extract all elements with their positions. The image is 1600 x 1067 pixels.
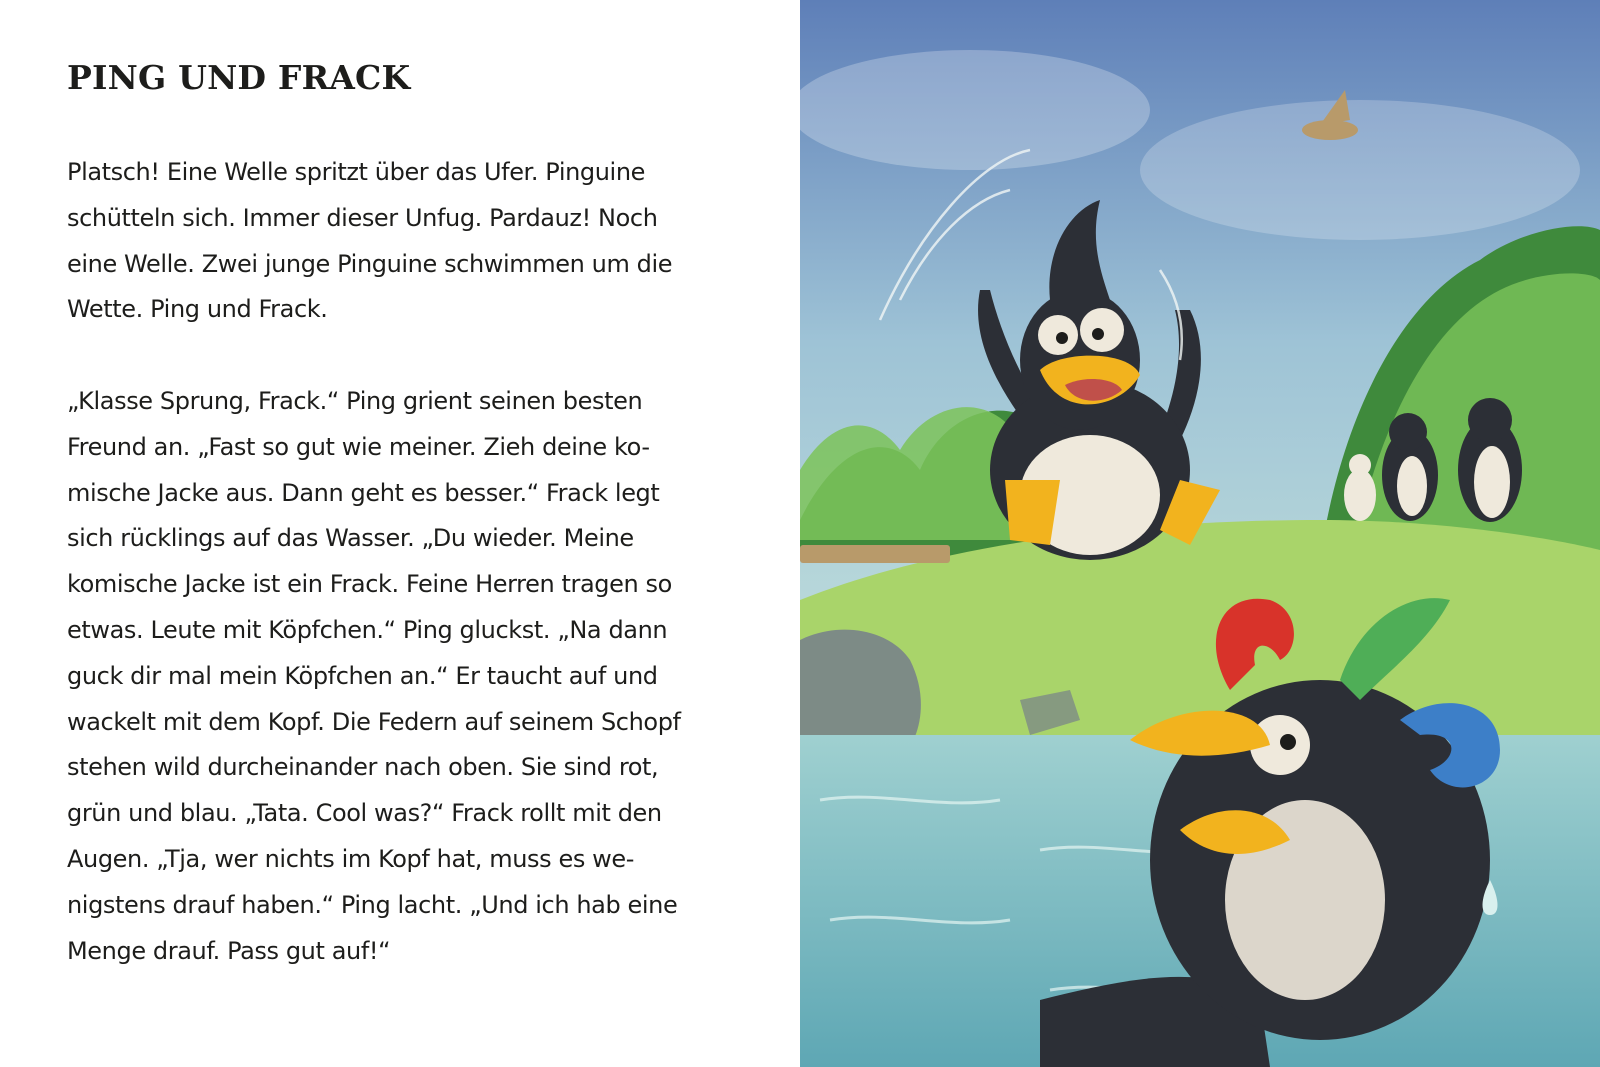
text-line: schütteln sich. Immer dieser Unfug. Pardauz! Noch bbox=[67, 203, 658, 232]
text-line: guck dir mal mein Köpfchen an.“ Er taucht auf und bbox=[67, 661, 658, 690]
text-line: Freund an. „Fast so gut wie meiner. Zieh deine ko- bbox=[67, 432, 650, 461]
wooden-plank bbox=[800, 545, 950, 563]
text-line: „Klasse Sprung, Frack.“ Ping grient seinen besten bbox=[67, 386, 643, 415]
text-line: mische Jacke aus. Dann geht es besser.“ Frack legt bbox=[67, 478, 660, 507]
text-line: sich rücklings auf das Wasser. „Du wieder. Meine bbox=[67, 524, 634, 553]
cloud bbox=[800, 50, 1150, 170]
story-text bbox=[67, 150, 747, 1020]
text-line: Wette. Ping und Frack. bbox=[67, 295, 328, 324]
text-line: etwas. Leute mit Köpfchen.“ Ping gluckst. „Na dann bbox=[67, 615, 668, 644]
paragraph-2 bbox=[67, 379, 747, 974]
text-line: Augen. „Tja, wer nichts im Kopf hat, muss es we- bbox=[67, 844, 635, 873]
illustration bbox=[800, 0, 1600, 1067]
text-line: komische Jacke ist ein Frack. Feine Herren tragen so bbox=[67, 570, 672, 599]
text-line: Menge drauf. Pass gut auf!“ bbox=[67, 936, 391, 965]
penguin-illustration bbox=[800, 0, 1600, 1067]
page-title: PING UND FRACK bbox=[67, 58, 411, 97]
paragraph-1 bbox=[67, 150, 747, 333]
text-line: stehen wild durcheinander nach oben. Sie sind rot, bbox=[67, 753, 659, 782]
text-line: nigstens drauf haben.“ Ping lacht. „Und ich hab eine bbox=[67, 890, 678, 919]
cloud bbox=[1140, 100, 1580, 240]
text-line: grün und blau. „Tata. Cool was?“ Frack rollt mit den bbox=[67, 799, 662, 828]
text-line: wackelt mit dem Kopf. Die Federn auf seinem Schopf bbox=[67, 707, 681, 736]
text-line: eine Welle. Zwei junge Pinguine schwimmen um die bbox=[67, 249, 673, 278]
text-line: Platsch! Eine Welle spritzt über das Ufer. Pinguine bbox=[67, 158, 645, 186]
